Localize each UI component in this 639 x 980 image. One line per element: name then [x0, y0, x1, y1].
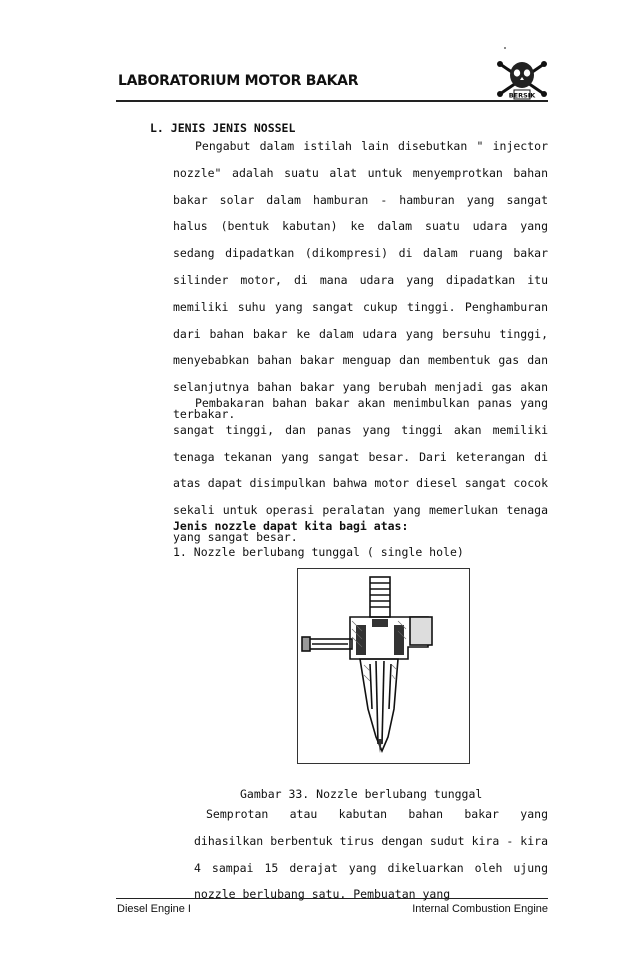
footer-rule	[116, 898, 548, 899]
header-title: LABORATORIUM MOTOR BAKAR	[118, 73, 359, 89]
paragraph-2: Pembakaran bahan bakar akan menimbulkan panas yang sangat tinggi, dan panas yang tinggi akan memiliki tenaga tekanan yang sangat besar. Dari keterangan di atas dapat disimpulkan bahwa motor diesel sangat cocok sekali untuk operasi peralatan yang memerlukan tenaga yang sangat besar.	[173, 396, 548, 544]
header-rule	[116, 100, 548, 102]
skull-crossbones-icon	[494, 56, 550, 102]
section-heading: L. JENIS JENIS NOSSEL	[150, 121, 296, 135]
nozzle-figure	[297, 568, 470, 764]
footer-right: Internal Combustion Engine	[412, 903, 548, 915]
logo-text: BERSIK	[508, 91, 536, 100]
paragraph-3: Semprotan atau kabutan bahan bakar yang dihasilkan berbentuk tirus dengan sudut kira - kira 4 sampai 15 derajat yang dikeluarkan oleh ujung nozzle berlubang satu. Pembuatan yang	[194, 807, 548, 902]
paragraph-1: Pengabut dalam istilah lain disebutkan " injector nozzle" adalah suatu alat untuk menyemprotkan bahan bakar solar dalam hamburan - hamburan yang sangat halus (bentuk kabutan) ke dalam suatu udara yang sedang dipadatkan (dikompresi) di dalam ruang bakar silinder motor, di mana udara yang dipadatkan itu memiliki suhu yang sangat cukup tinggi. Penghamburan dari bahan bakar ke dalam udara yang bersuhu tinggi, menyebabkan bahan bakar menguap dan membentuk gas dan selanjutnya bahan bakar yang berubah menjadi gas akan terbakar.	[173, 139, 548, 421]
figure-caption: Gambar 33. Nozzle berlubang tunggal	[240, 787, 483, 801]
subheading: Jenis nozzle dapat kita bagi atas:	[173, 519, 409, 533]
footer-left: Diesel Engine I	[117, 903, 191, 915]
speck-mark	[504, 47, 506, 49]
nozzle-drawing	[298, 569, 469, 763]
list-item: 1. Nozzle berlubang tunggal ( single hole)	[173, 545, 464, 559]
